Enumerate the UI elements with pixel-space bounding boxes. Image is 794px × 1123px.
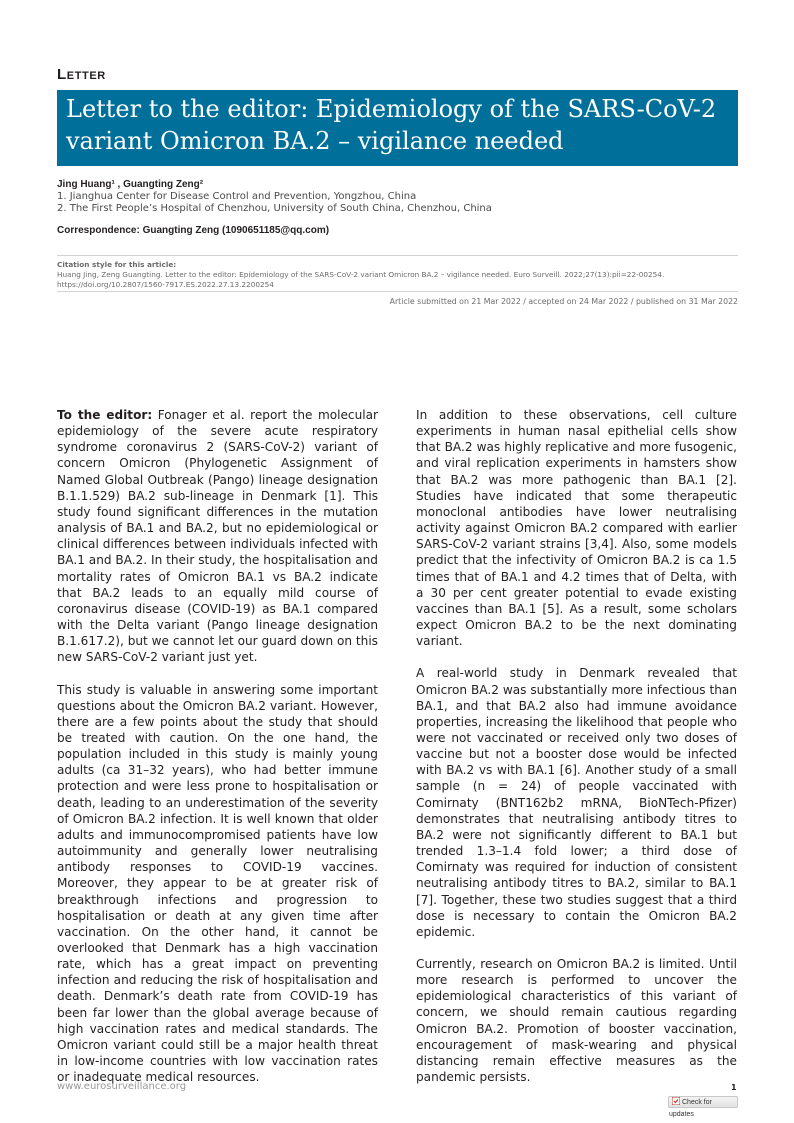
body-paragraph-3: In addition to these observations, cell culture experiments in human nasal epithelial cells show that BA.2 was highly replicative and more fusogenic, and viral replication experiments in hamsters show that BA.2 was more pathogenic than BA.1 [2]. Studies have indicated that some therapeutic monoclonal antibodies have lower neutralising activity against Omicron BA.2 compared with earlier SARS-CoV-2 variant strains [3,4]. Also, some models predict that the infectivity of Omicron BA.2 is ca 1.5 times that of BA.1 and 4.2 times that of Delta, with a 30 per cent greater potential to evade existing vaccines than BA.1 [5]. As a result, some scholars expect Omicron BA.2 to be the next dominating variant. xyxy=(416,408,737,649)
body-paragraph-1 xyxy=(57,407,378,666)
article-dates: Article submitted on 21 Mar 2022 / accepted on 24 Mar 2022 / published on 31 Mar 2022 xyxy=(57,291,738,307)
footer-url[interactable]: www.eurosurveillance.org xyxy=(57,1081,187,1092)
check-for-updates-label: Check for updates xyxy=(669,1099,712,1118)
article-title: Letter to the editor: Epidemiology of the SARS-CoV-2 variant Omicron BA.2 – vigilance needed xyxy=(57,90,738,166)
body-column-right xyxy=(416,407,737,1101)
lead-in: To the editor: xyxy=(57,408,153,422)
body-paragraph-2: This study is valuable in answering some important questions about the Omicron BA.2 variant. However, there are a few points about the study that should be treated with caution. On the one hand, the population included in this study is mainly young adults (ca 31–32 years), who had better immune protection and were less prone to hospitalisation or death, leading to an underestimation of the severity of Omicron BA.2 infection. It is well known that older adults and immunocompromised patients have low autoimmunity and generally lower neutralising antibody responses to COVID-19 vaccines. Moreover, they appear to be at greater risk of breakthrough infections and progression to hospitalisation or death at any given time after vaccination. On the other hand, it cannot be overlooked that Denmark has a high vaccination rate, which has a great impact on preventing infection and reducing the risk of hospitalisation and death. Denmark’s death rate from COVID-19 has been far lower than the global average because of high vaccination rates and medical standards. The Omicron variant could still be a major health threat in low-income countries with low vaccination rates or inadequate medical resources. xyxy=(57,682,378,1085)
citation-heading: Citation style for this article: xyxy=(57,260,177,269)
check-for-updates-icon xyxy=(672,1097,680,1105)
citation-text: Huang Jing, Zeng Guangting. Letter to the editor: Epidemiology of the SARS-CoV-2 variant Omicron BA.2 – vigilance needed. Euro Surveill. 2022;27(13):pii=22-00254. https://doi.org/10.2807/1560-7917.ES.2022.27.13.2200254 xyxy=(57,270,665,289)
affiliation-2: 2. The First People’s Hospital of Chenzhou, University of South China, Chenzhou, China xyxy=(57,203,492,214)
paragraph-1-text: Fonager et al. report the molecular epidemiology of the severe acute respiratory syndrome coronavirus 2 (SARS-CoV-2) variant of concern Omicron (Phylogenetic Assignment of Named Global Outbreak (Pango) lineage designation B.1.1.529) BA.2 sub-lineage in Denmark [1]. This study found significant differences in the mutation analysis of BA.1 and BA.2, but no epidemiological or clinical differences between individuals infected with BA.1 and BA.2. In their study, the hospitalisation and mortality rates of Omicron BA.1 vs BA.2 indicate that BA.2 leads to an equally mild course of coronavirus disease (COVID-19) as BA.1 compared with the Delta variant (Pango lineage designation B.1.617.2), but we cannot let our guard down on this new SARS-CoV-2 variant just yet. xyxy=(57,408,378,665)
body-column-left xyxy=(57,407,378,1101)
author-names: Jing Huang¹ , Guangting Zeng² xyxy=(57,179,204,190)
affiliation-1: 1. Jianghua Center for Disease Control and Prevention, Yongzhou, China xyxy=(57,191,417,202)
page-number: 1 xyxy=(731,1083,737,1092)
citation-block xyxy=(57,255,738,290)
section-label: Letter xyxy=(57,66,106,83)
author-block xyxy=(57,178,738,237)
body-paragraph-4: A real-world study in Denmark revealed that Omicron BA.2 was substantially more infectious than BA.1, and that BA.2 also had immune avoidance properties, increasing the likelihood that people who were not vaccinated or received only two doses of vaccine but not a booster dose would be infected with BA.2 vs with BA.1 [6]. Another study of a small sample (n = 24) of people vaccinated with Comirnaty (BNT162b2 mRNA, BioNTech-Pfizer) demonstrates that neutralising antibody titres to BA.2 were not significantly different to BA.1 but trended 1.3–1.4 fold lower; a third dose of Comirnaty was required for induction of consistent neutralising antibody titres to BA.2, similar to BA.1 [7]. Together, these two studies suggest that a third dose is necessary to contain the Omicron BA.2 epidemic. xyxy=(416,666,737,939)
correspondence: Correspondence: Guangting Zeng (1090651185@qq.com) xyxy=(57,225,330,236)
body-paragraph-5: Currently, research on Omicron BA.2 is limited. Until more research is performed to uncover the epidemiological characteristics of this variant of concern, we should remain cautious regarding Omicron BA.2. Promotion of booster vaccination, encouragement of mask-wearing and physical distancing remain effective measures as the pandemic persists. xyxy=(416,957,737,1085)
check-for-updates-badge[interactable] xyxy=(668,1096,738,1118)
